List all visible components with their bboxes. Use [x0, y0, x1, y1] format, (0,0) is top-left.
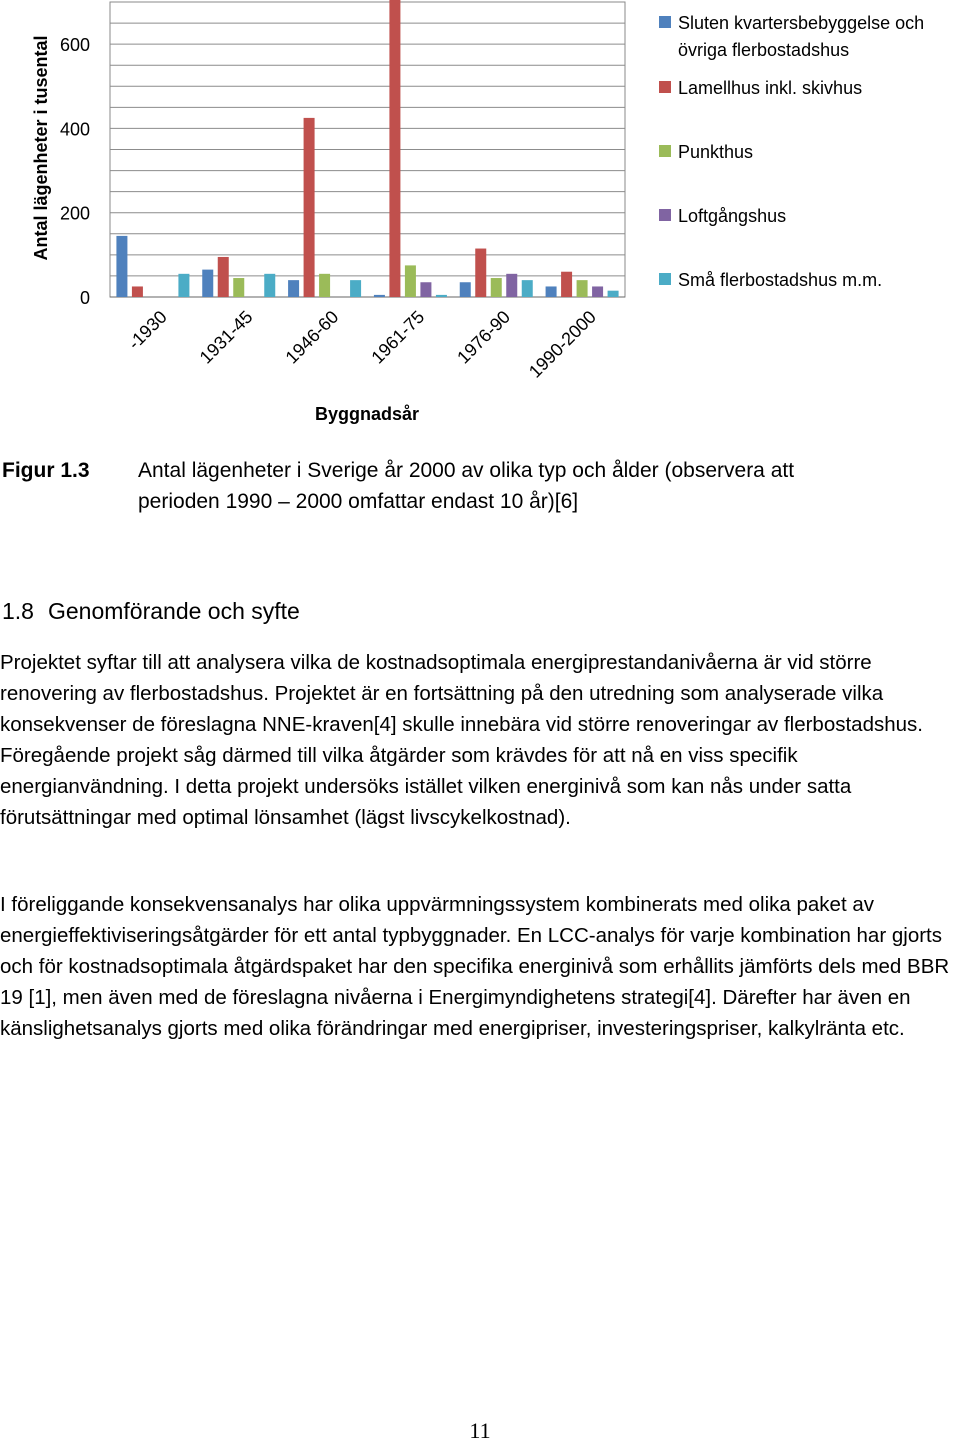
- x-tick-label: 1931-45: [195, 306, 257, 368]
- gridlines: [110, 23, 625, 297]
- section-heading: [2, 598, 300, 625]
- bar: [202, 270, 213, 297]
- x-tick-label: 1976-90: [453, 306, 515, 368]
- bar: [561, 272, 572, 297]
- legend-swatch: [659, 209, 671, 221]
- legend-label: övriga flerbostadshus: [678, 40, 850, 60]
- page-number: 11: [469, 1418, 491, 1443]
- paragraph-1: Projektet syftar till att analysera vilka de kostnadsoptimala energiprestandanivåerna är vid större renovering av flerbostadshus. Projektet är en fortsättning på den utredning som analyserade vilka konsekvenser de föreslagna NNE-kraven[4] skulle innebära vid större renoveringar av flerbostadshus. Föregående projekt såg därmed till vilka åtgärder som krävdes för att nå en viss specifik energianvändning. I detta projekt undersöks istället vilken energinivå som kan nås under satta förutsättningar med optimal lönsamhet (lägst livscykelkostnad).: [0, 651, 923, 829]
- legend-label: Loftgångshus: [678, 206, 787, 226]
- paragraph-2: I föreliggande konsekvensanalys har olika uppvärmningssystem kombinerats med olika paket av energieffektiviseringsåtgärder för ett antal typbyggnader. En LCC-analys för varje kombination har gjorts och för kostnadsoptimala åtgärdspaket har den specifika energinivå som erhållits jämförts dels med BBR 19 [1], men även med de föreslagna nivåerna i Energimyndighetens strategi[4]. Därefter har även en känslighetsanalys gjorts med olika förändringar med energipriser, investeringspriser, kalkylränta etc.: [0, 893, 950, 1040]
- bar: [460, 282, 471, 297]
- figure-label: Figur 1.3: [2, 459, 90, 482]
- legend-swatch: [659, 16, 671, 28]
- bar: [475, 249, 486, 297]
- bar: [350, 280, 361, 297]
- bar-chart: [0, 0, 960, 440]
- legend-swatch: [659, 273, 671, 285]
- bar: [577, 280, 588, 297]
- x-tick-label: 1946-60: [281, 306, 343, 368]
- caption-line-2: perioden 1990 – 2000 omfattar endast 10 år)[6]: [138, 490, 579, 513]
- legend-swatch: [659, 81, 671, 93]
- x-axis-ticks: [124, 307, 600, 382]
- bar: [264, 274, 275, 297]
- bar: [592, 286, 603, 297]
- bar: [420, 282, 431, 297]
- bar: [506, 274, 517, 297]
- legend-swatch: [659, 145, 671, 157]
- bar: [319, 274, 330, 297]
- bar: [405, 265, 416, 297]
- bar: [304, 118, 315, 297]
- legend: [659, 13, 924, 290]
- bar: [116, 236, 127, 297]
- legend-label: Sluten kvartersbebyggelse och: [678, 13, 925, 33]
- x-tick-label: -1930: [124, 306, 171, 354]
- section-title: Genomförande och syfte: [47, 598, 300, 624]
- legend-label: Punkthus: [678, 142, 754, 162]
- bar: [436, 295, 447, 297]
- bar: [491, 278, 502, 297]
- bar: [389, 0, 400, 297]
- bar: [218, 257, 229, 297]
- y-axis-ticks: [60, 35, 90, 308]
- bar: [608, 291, 619, 297]
- caption-line-1: Antal lägenheter i Sverige år 2000 av olika typ och ålder (observera att: [138, 459, 795, 482]
- x-tick-label: 1990-2000: [524, 306, 600, 382]
- bar: [233, 278, 244, 297]
- bar: [522, 280, 533, 297]
- legend-label: Små flerbostadshus m.m.: [678, 270, 883, 290]
- bar: [374, 295, 385, 297]
- y-tick-label: 600: [59, 35, 90, 56]
- bar: [546, 286, 557, 297]
- y-tick-label: 200: [59, 203, 90, 224]
- x-tick-label: 1961-75: [367, 306, 429, 368]
- section-number: 1.8: [2, 598, 34, 624]
- bar: [178, 274, 189, 297]
- x-axis-label: Byggnadsår: [314, 404, 420, 424]
- legend-label: Lamellhus inkl. skivhus: [678, 78, 863, 98]
- figure-caption-text: [138, 455, 938, 517]
- y-tick-label: 400: [59, 119, 90, 140]
- y-tick-label: 0: [79, 288, 90, 308]
- bar: [288, 280, 299, 297]
- y-axis-label: Antal lägenheter i tusental: [31, 35, 51, 261]
- bar: [132, 286, 143, 297]
